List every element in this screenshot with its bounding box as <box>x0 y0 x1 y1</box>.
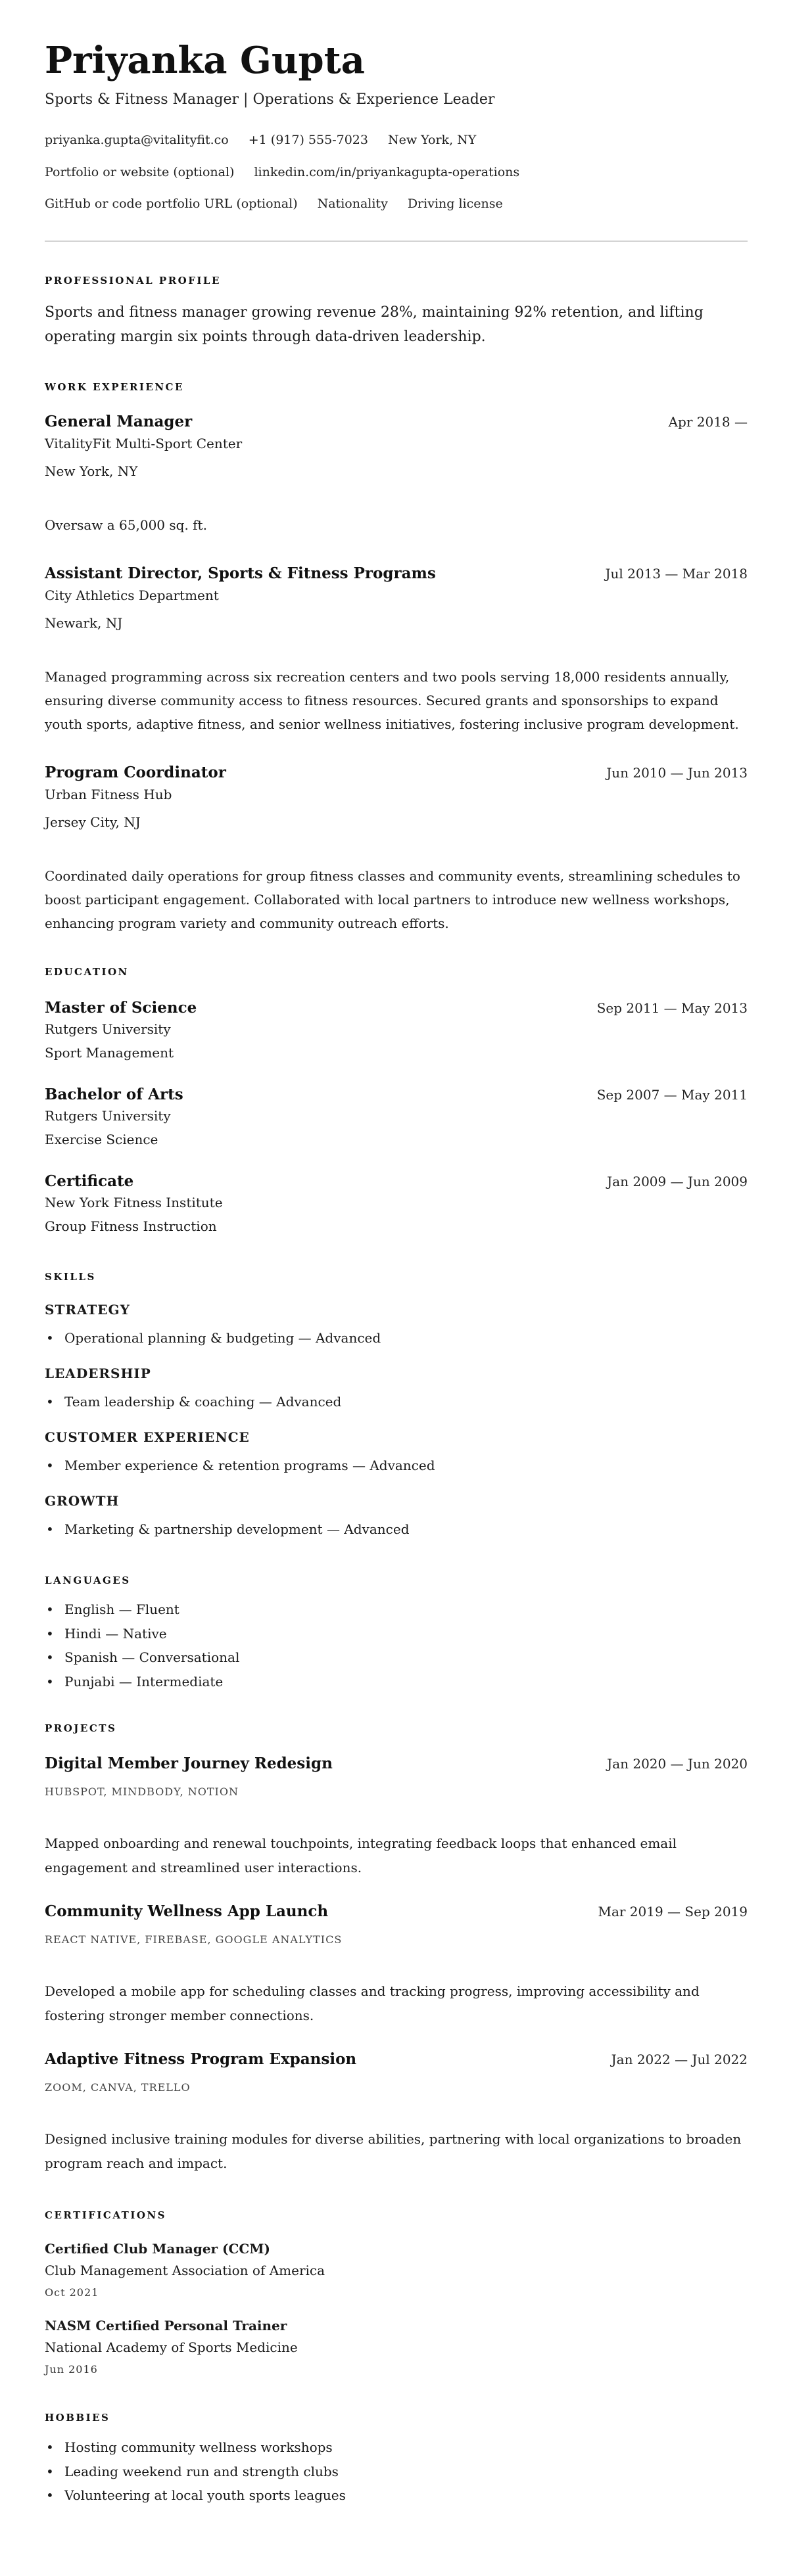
education-section <box>45 964 748 1237</box>
project-entry <box>45 1901 748 2027</box>
skills-section <box>45 1269 748 1540</box>
skill-item: • Marketing & partnership development — Advanced <box>45 1519 748 1540</box>
hobby-item: • Hosting community wellness workshops <box>45 2435 748 2460</box>
project-title: Community Wellness App Launch <box>45 1902 329 1920</box>
school-name: Rutgers University <box>45 1021 171 1037</box>
contact-row <box>45 160 748 184</box>
field-of-study: Exercise Science <box>45 1132 158 1147</box>
job-description: Managed programming across six recreation centers and two pools serving 18,000 residents annually, ensuring diverse community access to fitness resources. Secured grants and sponsorships to expand youth sports, adaptive fitness, and senior wellness initiatives, fostering inclusive program development. <box>45 669 739 732</box>
education-entry <box>45 998 748 1063</box>
skill-item: • Team leadership & coaching — Advanced <box>45 1391 748 1412</box>
headline: Sports & Fitness Manager | Operations & Experience Leader <box>45 91 495 108</box>
entry-header <box>45 1901 748 1922</box>
experience-section <box>45 379 748 935</box>
degree: Certificate <box>45 1172 134 1190</box>
section-heading: PROJECTS <box>45 1722 117 1734</box>
education-dates: Sep 2011 — May 2013 <box>596 1000 748 1016</box>
github-link[interactable]: GitHub or code portfolio URL (optional) <box>45 196 298 211</box>
project-tech-stack: REACT NATIVE, FIREBASE, GOOGLE ANALYTICS <box>45 1933 343 1946</box>
section-heading: SKILLS <box>45 1271 96 1283</box>
skill-group <box>45 1428 748 1476</box>
certification-name: NASM Certified Personal Trainer <box>45 2318 287 2334</box>
job-description: Oversaw a 65,000 sq. ft. <box>45 517 207 533</box>
education-entry <box>45 1084 748 1150</box>
hobby-item: • Volunteering at local youth sports leagues <box>45 2483 748 2508</box>
section-heading: CERTIFICATIONS <box>45 2209 166 2221</box>
certification-entry <box>45 2239 748 2301</box>
project-entry <box>45 2049 748 2175</box>
hobby-item: • Leading weekend run and strength clubs <box>45 2460 748 2484</box>
job-location: Jersey City, NJ <box>45 814 141 830</box>
skill-list <box>45 1327 748 1348</box>
project-description: Mapped onboarding and renewal touchpoints, integrating feedback loops that enhanced email engagement and streamlined user interactions. <box>45 1835 677 1875</box>
profile-section <box>45 273 748 349</box>
job-location: New York, NY <box>45 463 138 479</box>
company-name: City Athletics Department <box>45 587 219 603</box>
education-entry <box>45 1171 748 1237</box>
entry-header <box>45 1753 748 1774</box>
skill-category: GROWTH <box>45 1493 120 1509</box>
certification-entry <box>45 2316 748 2378</box>
experience-entry <box>45 411 748 537</box>
section-heading: WORK EXPERIENCE <box>45 381 184 393</box>
experience-entry <box>45 762 748 935</box>
job-dates: Jul 2013 — Mar 2018 <box>605 566 748 582</box>
entry-header <box>45 2049 748 2070</box>
skill-group <box>45 1364 748 1412</box>
certification-name: Certified Club Manager (CCM) <box>45 2241 270 2257</box>
section-heading: EDUCATION <box>45 966 129 978</box>
project-tech-stack: HUBSPOT, MINDBODY, NOTION <box>45 1785 239 1798</box>
entry-header <box>45 762 748 783</box>
project-description: Developed a mobile app for scheduling classes and tracking progress, improving accessibility and fostering stronger member connections. <box>45 1983 700 2023</box>
skill-list <box>45 1455 748 1476</box>
project-entry <box>45 1753 748 1879</box>
header-divider <box>45 241 748 242</box>
certifications-section <box>45 2207 748 2378</box>
contact-row <box>45 192 748 216</box>
skill-category: LEADERSHIP <box>45 1366 151 1381</box>
entry-header <box>45 998 748 1019</box>
entry-header <box>45 563 748 584</box>
phone: +1 (917) 555-7023 <box>248 133 368 147</box>
certification-date: Jun 2016 <box>45 2363 98 2376</box>
skill-group <box>45 1492 748 1540</box>
hobbies-section <box>45 2410 748 2508</box>
job-title: Assistant Director, Sports & Fitness Programs <box>45 564 436 582</box>
language-item: • Hindi — Native <box>45 1622 748 1646</box>
entry-header <box>45 1084 748 1105</box>
job-dates: Apr 2018 — <box>668 414 748 430</box>
certification-issuer: National Academy of Sports Medicine <box>45 2339 298 2355</box>
skill-group <box>45 1300 748 1348</box>
project-title: Adaptive Fitness Program Expansion <box>45 2050 357 2068</box>
language-item: • Spanish — Conversational <box>45 1645 748 1670</box>
job-title: Program Coordinator <box>45 764 226 781</box>
email-link[interactable]: priyanka.gupta@vitalityfit.co <box>45 133 229 147</box>
project-dates: Jan 2020 — Jun 2020 <box>607 1756 748 1772</box>
field-of-study: Sport Management <box>45 1045 174 1061</box>
skill-list <box>45 1519 748 1540</box>
skill-category: CUSTOMER EXPERIENCE <box>45 1429 250 1445</box>
job-title: General Manager <box>45 413 193 430</box>
field-of-study: Group Fitness Instruction <box>45 1218 217 1234</box>
company-name: VitalityFit Multi-Sport Center <box>45 436 243 451</box>
entry-header <box>45 411 748 432</box>
project-description: Designed inclusive training modules for diverse abilities, partnering with local organizations to broaden program reach and impact. <box>45 2131 742 2171</box>
linkedin-link[interactable]: linkedin.com/in/priyankagupta-operations <box>254 164 520 179</box>
job-dates: Jun 2010 — Jun 2013 <box>606 765 748 781</box>
project-title: Digital Member Journey Redesign <box>45 1755 333 1772</box>
projects-section <box>45 1720 748 2175</box>
education-dates: Jan 2009 — Jun 2009 <box>607 1174 748 1189</box>
section-heading: LANGUAGES <box>45 1575 131 1586</box>
section-heading: HOBBIES <box>45 2412 110 2424</box>
school-name: Rutgers University <box>45 1108 171 1124</box>
language-item: • English — Fluent <box>45 1598 748 1622</box>
education-dates: Sep 2007 — May 2011 <box>596 1087 748 1103</box>
location: New York, NY <box>387 133 477 147</box>
section-heading: PROFESSIONAL PROFILE <box>45 275 221 287</box>
portfolio-link[interactable]: Portfolio or website (optional) <box>45 164 235 179</box>
degree: Bachelor of Arts <box>45 1086 183 1103</box>
project-dates: Jan 2022 — Jul 2022 <box>611 2052 748 2067</box>
driving-license: Driving license <box>407 196 503 211</box>
experience-entry <box>45 563 748 736</box>
resume-header <box>45 39 748 216</box>
contact-row <box>45 128 748 152</box>
skill-item: • Member experience & retention programs — Advanced <box>45 1455 748 1476</box>
skill-item: • Operational planning & budgeting — Advanced <box>45 1327 748 1348</box>
company-name: Urban Fitness Hub <box>45 787 172 802</box>
skill-category: STRATEGY <box>45 1302 130 1318</box>
certification-issuer: Club Management Association of America <box>45 2263 325 2278</box>
degree: Master of Science <box>45 999 197 1017</box>
project-dates: Mar 2019 — Sep 2019 <box>598 1904 748 1920</box>
job-location: Newark, NJ <box>45 615 123 631</box>
languages-section <box>45 1573 748 1693</box>
skill-list <box>45 1391 748 1412</box>
language-item: • Punjabi — Intermediate <box>45 1670 748 1694</box>
candidate-name: Priyanka Gupta <box>45 39 365 82</box>
nationality: Nationality <box>317 196 388 211</box>
job-description: Coordinated daily operations for group fitness classes and community events, streamlining schedules to boost participant engagement. Collaborated with local partners to introduce new wellness workshops, enhancing program variety and community outreach efforts. <box>45 868 740 931</box>
project-tech-stack: ZOOM, CANVA, TRELLO <box>45 2081 191 2094</box>
school-name: New York Fitness Institute <box>45 1195 223 1210</box>
entry-header <box>45 1171 748 1192</box>
profile-summary: Sports and fitness manager growing revenue 28%, maintaining 92% retention, and lifting operating margin six points through data-driven leadership. <box>45 304 704 345</box>
certification-date: Oct 2021 <box>45 2286 99 2299</box>
